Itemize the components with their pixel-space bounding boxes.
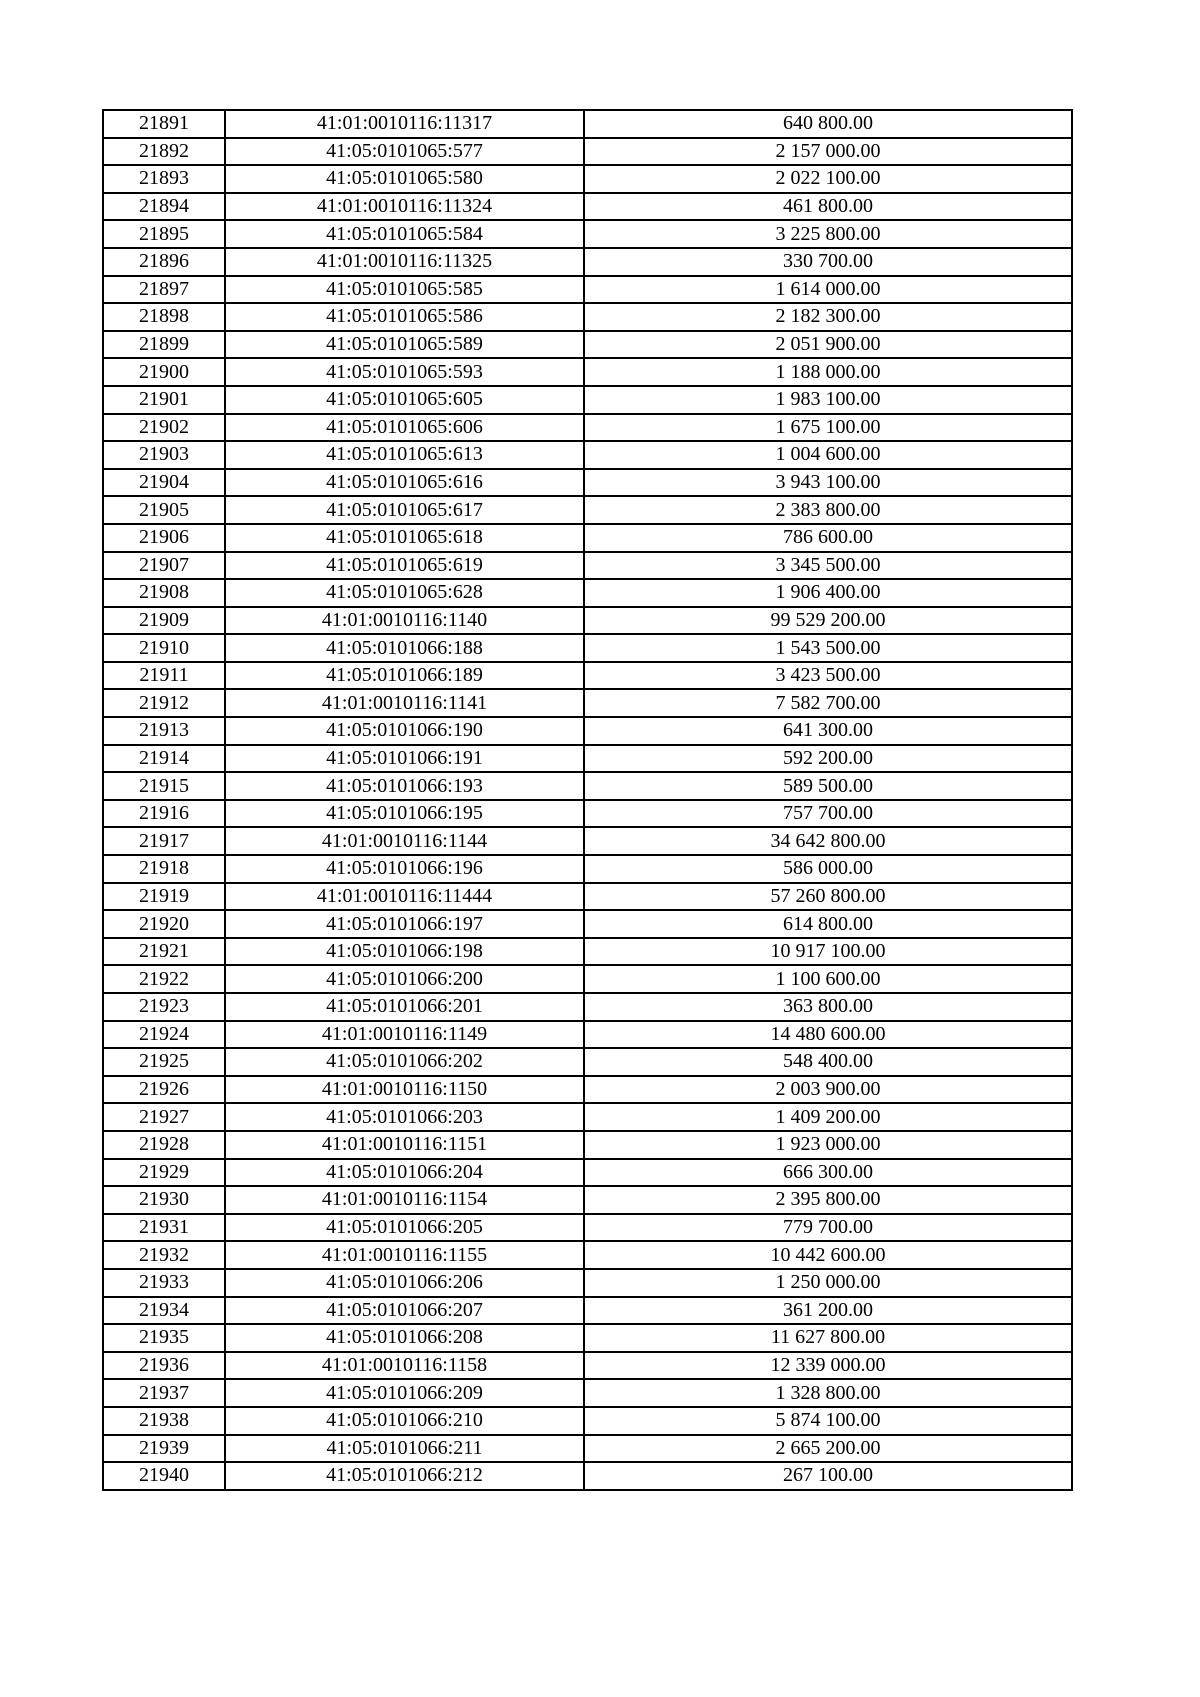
table-row: [103, 358, 1072, 386]
value-cell: 640 800.00: [584, 110, 1072, 138]
cadastral-number-cell: 41:05:0101065:584: [225, 220, 584, 248]
table-row: [103, 717, 1072, 745]
cadastral-number-cell: 41:05:0101065:586: [225, 303, 584, 331]
table-body: [103, 110, 1072, 1490]
value-cell: 589 500.00: [584, 772, 1072, 800]
value-cell: 779 700.00: [584, 1214, 1072, 1242]
table-row: [103, 303, 1072, 331]
value-cell: 1 906 400.00: [584, 579, 1072, 607]
row-number-cell: 21895: [103, 220, 225, 248]
cadastral-value-table: [102, 109, 1073, 1491]
value-cell: 7 582 700.00: [584, 689, 1072, 717]
cadastral-number-cell: 41:05:0101066:200: [225, 965, 584, 993]
value-cell: 461 800.00: [584, 193, 1072, 221]
cadastral-number-cell: 41:01:0010116:1151: [225, 1131, 584, 1159]
table-row: [103, 938, 1072, 966]
value-cell: 330 700.00: [584, 248, 1072, 276]
row-number-cell: 21915: [103, 772, 225, 800]
row-number-cell: 21906: [103, 524, 225, 552]
value-cell: 666 300.00: [584, 1159, 1072, 1187]
value-cell: 10 442 600.00: [584, 1241, 1072, 1269]
cadastral-number-cell: 41:05:0101065:593: [225, 358, 584, 386]
table-row: [103, 193, 1072, 221]
cadastral-number-cell: 41:01:0010116:11444: [225, 883, 584, 911]
row-number-cell: 21922: [103, 965, 225, 993]
value-cell: 5 874 100.00: [584, 1407, 1072, 1435]
cadastral-number-cell: 41:05:0101066:189: [225, 662, 584, 690]
cadastral-number-cell: 41:05:0101066:205: [225, 1214, 584, 1242]
cadastral-number-cell: 41:05:0101065:613: [225, 441, 584, 469]
row-number-cell: 21913: [103, 717, 225, 745]
row-number-cell: 21937: [103, 1379, 225, 1407]
value-cell: 757 700.00: [584, 800, 1072, 828]
table-row: [103, 1021, 1072, 1049]
row-number-cell: 21934: [103, 1297, 225, 1325]
row-number-cell: 21929: [103, 1159, 225, 1187]
table-row: [103, 331, 1072, 359]
row-number-cell: 21916: [103, 800, 225, 828]
table-row: [103, 276, 1072, 304]
row-number-cell: 21924: [103, 1021, 225, 1049]
row-number-cell: 21930: [103, 1186, 225, 1214]
table-row: [103, 1076, 1072, 1104]
value-cell: 2 051 900.00: [584, 331, 1072, 359]
table-row: [103, 1462, 1072, 1490]
value-cell: 614 800.00: [584, 910, 1072, 938]
value-cell: 1 004 600.00: [584, 441, 1072, 469]
table-row: [103, 248, 1072, 276]
table-row: [103, 1269, 1072, 1297]
cadastral-number-cell: 41:05:0101066:204: [225, 1159, 584, 1187]
row-number-cell: 21926: [103, 1076, 225, 1104]
cadastral-number-cell: 41:01:0010116:1150: [225, 1076, 584, 1104]
table-row: [103, 634, 1072, 662]
cadastral-number-cell: 41:01:0010116:1158: [225, 1352, 584, 1380]
cadastral-number-cell: 41:01:0010116:1149: [225, 1021, 584, 1049]
table-row: [103, 965, 1072, 993]
value-cell: 2 003 900.00: [584, 1076, 1072, 1104]
value-cell: 34 642 800.00: [584, 827, 1072, 855]
row-number-cell: 21920: [103, 910, 225, 938]
value-cell: 1 100 600.00: [584, 965, 1072, 993]
table-row: [103, 689, 1072, 717]
cadastral-number-cell: 41:05:0101066:202: [225, 1048, 584, 1076]
value-cell: 3 225 800.00: [584, 220, 1072, 248]
cadastral-number-cell: 41:01:0010116:11325: [225, 248, 584, 276]
table-row: [103, 165, 1072, 193]
row-number-cell: 21918: [103, 855, 225, 883]
row-number-cell: 21901: [103, 386, 225, 414]
cadastral-number-cell: 41:01:0010116:11317: [225, 110, 584, 138]
value-cell: 363 800.00: [584, 993, 1072, 1021]
table-row: [103, 1407, 1072, 1435]
value-cell: 11 627 800.00: [584, 1324, 1072, 1352]
value-cell: 1 543 500.00: [584, 634, 1072, 662]
table-row: [103, 524, 1072, 552]
row-number-cell: 21917: [103, 827, 225, 855]
value-cell: 1 328 800.00: [584, 1379, 1072, 1407]
table-row: [103, 1297, 1072, 1325]
value-cell: 2 665 200.00: [584, 1435, 1072, 1463]
cadastral-number-cell: 41:05:0101065:577: [225, 138, 584, 166]
value-cell: 786 600.00: [584, 524, 1072, 552]
cadastral-number-cell: 41:05:0101065:605: [225, 386, 584, 414]
table-row: [103, 579, 1072, 607]
value-cell: 2 395 800.00: [584, 1186, 1072, 1214]
value-cell: 2 182 300.00: [584, 303, 1072, 331]
cadastral-number-cell: 41:05:0101066:203: [225, 1103, 584, 1131]
cadastral-number-cell: 41:05:0101066:195: [225, 800, 584, 828]
cadastral-number-cell: 41:05:0101065:628: [225, 579, 584, 607]
row-number-cell: 21923: [103, 993, 225, 1021]
row-number-cell: 21894: [103, 193, 225, 221]
row-number-cell: 21897: [103, 276, 225, 304]
cadastral-number-cell: 41:05:0101065:580: [225, 165, 584, 193]
row-number-cell: 21919: [103, 883, 225, 911]
row-number-cell: 21900: [103, 358, 225, 386]
row-number-cell: 21903: [103, 441, 225, 469]
value-cell: 548 400.00: [584, 1048, 1072, 1076]
table-row: [103, 745, 1072, 773]
table-row: [103, 910, 1072, 938]
row-number-cell: 21902: [103, 414, 225, 442]
cadastral-number-cell: 41:05:0101066:210: [225, 1407, 584, 1435]
table-row: [103, 1435, 1072, 1463]
row-number-cell: 21910: [103, 634, 225, 662]
table-row: [103, 138, 1072, 166]
table-row: [103, 1186, 1072, 1214]
row-number-cell: 21936: [103, 1352, 225, 1380]
table-row: [103, 1214, 1072, 1242]
value-cell: 586 000.00: [584, 855, 1072, 883]
value-cell: 1 675 100.00: [584, 414, 1072, 442]
value-cell: 99 529 200.00: [584, 607, 1072, 635]
cadastral-number-cell: 41:01:0010116:1155: [225, 1241, 584, 1269]
table-row: [103, 414, 1072, 442]
cadastral-number-cell: 41:05:0101065:589: [225, 331, 584, 359]
row-number-cell: 21904: [103, 469, 225, 497]
value-cell: 2 022 100.00: [584, 165, 1072, 193]
cadastral-number-cell: 41:01:0010116:1140: [225, 607, 584, 635]
table-row: [103, 827, 1072, 855]
table-row: [103, 800, 1072, 828]
cadastral-number-cell: 41:01:0010116:1144: [225, 827, 584, 855]
cadastral-number-cell: 41:05:0101066:208: [225, 1324, 584, 1352]
value-cell: 641 300.00: [584, 717, 1072, 745]
table-row: [103, 552, 1072, 580]
value-cell: 1 250 000.00: [584, 1269, 1072, 1297]
cadastral-number-cell: 41:05:0101066:188: [225, 634, 584, 662]
row-number-cell: 21905: [103, 496, 225, 524]
row-number-cell: 21911: [103, 662, 225, 690]
value-cell: 3 943 100.00: [584, 469, 1072, 497]
row-number-cell: 21909: [103, 607, 225, 635]
table-row: [103, 772, 1072, 800]
row-number-cell: 21940: [103, 1462, 225, 1490]
cadastral-number-cell: 41:05:0101065:618: [225, 524, 584, 552]
row-number-cell: 21927: [103, 1103, 225, 1131]
table-row: [103, 883, 1072, 911]
table-row: [103, 607, 1072, 635]
row-number-cell: 21914: [103, 745, 225, 773]
cadastral-number-cell: 41:01:0010116:11324: [225, 193, 584, 221]
cadastral-number-cell: 41:05:0101066:190: [225, 717, 584, 745]
cadastral-number-cell: 41:05:0101066:207: [225, 1297, 584, 1325]
cadastral-number-cell: 41:05:0101065:606: [225, 414, 584, 442]
cadastral-number-cell: 41:05:0101066:198: [225, 938, 584, 966]
cadastral-number-cell: 41:01:0010116:1141: [225, 689, 584, 717]
row-number-cell: 21899: [103, 331, 225, 359]
cadastral-number-cell: 41:05:0101065:616: [225, 469, 584, 497]
value-cell: 3 345 500.00: [584, 552, 1072, 580]
value-cell: 3 423 500.00: [584, 662, 1072, 690]
table-row: [103, 1352, 1072, 1380]
table-row: [103, 855, 1072, 883]
value-cell: 592 200.00: [584, 745, 1072, 773]
cadastral-number-cell: 41:05:0101066:206: [225, 1269, 584, 1297]
row-number-cell: 21891: [103, 110, 225, 138]
value-cell: 10 917 100.00: [584, 938, 1072, 966]
value-cell: 1 188 000.00: [584, 358, 1072, 386]
cadastral-number-cell: 41:05:0101065:585: [225, 276, 584, 304]
cadastral-number-cell: 41:05:0101066:191: [225, 745, 584, 773]
row-number-cell: 21939: [103, 1435, 225, 1463]
cadastral-number-cell: 41:05:0101065:619: [225, 552, 584, 580]
value-cell: 57 260 800.00: [584, 883, 1072, 911]
cadastral-number-cell: 41:05:0101066:212: [225, 1462, 584, 1490]
table-row: [103, 469, 1072, 497]
table-row: [103, 110, 1072, 138]
table-row: [103, 662, 1072, 690]
value-cell: 1 614 000.00: [584, 276, 1072, 304]
table-row: [103, 993, 1072, 1021]
value-cell: 14 480 600.00: [584, 1021, 1072, 1049]
row-number-cell: 21892: [103, 138, 225, 166]
cadastral-number-cell: 41:05:0101066:209: [225, 1379, 584, 1407]
value-cell: 1 923 000.00: [584, 1131, 1072, 1159]
row-number-cell: 21925: [103, 1048, 225, 1076]
value-cell: 12 339 000.00: [584, 1352, 1072, 1380]
row-number-cell: 21931: [103, 1214, 225, 1242]
table-row: [103, 496, 1072, 524]
cadastral-number-cell: 41:05:0101066:196: [225, 855, 584, 883]
value-cell: 1 409 200.00: [584, 1103, 1072, 1131]
table-row: [103, 1159, 1072, 1187]
cadastral-number-cell: 41:05:0101066:201: [225, 993, 584, 1021]
row-number-cell: 21908: [103, 579, 225, 607]
row-number-cell: 21921: [103, 938, 225, 966]
table-row: [103, 1324, 1072, 1352]
table-row: [103, 1131, 1072, 1159]
cadastral-number-cell: 41:05:0101066:193: [225, 772, 584, 800]
row-number-cell: 21933: [103, 1269, 225, 1297]
cadastral-number-cell: 41:05:0101066:197: [225, 910, 584, 938]
row-number-cell: 21912: [103, 689, 225, 717]
row-number-cell: 21896: [103, 248, 225, 276]
row-number-cell: 21932: [103, 1241, 225, 1269]
row-number-cell: 21907: [103, 552, 225, 580]
value-cell: 1 983 100.00: [584, 386, 1072, 414]
table-row: [103, 220, 1072, 248]
table-row: [103, 1379, 1072, 1407]
value-cell: 2 383 800.00: [584, 496, 1072, 524]
value-cell: 267 100.00: [584, 1462, 1072, 1490]
cadastral-number-cell: 41:05:0101065:617: [225, 496, 584, 524]
row-number-cell: 21928: [103, 1131, 225, 1159]
value-cell: 2 157 000.00: [584, 138, 1072, 166]
row-number-cell: 21935: [103, 1324, 225, 1352]
value-cell: 361 200.00: [584, 1297, 1072, 1325]
row-number-cell: 21898: [103, 303, 225, 331]
table-row: [103, 441, 1072, 469]
table-row: [103, 1048, 1072, 1076]
row-number-cell: 21938: [103, 1407, 225, 1435]
cadastral-number-cell: 41:01:0010116:1154: [225, 1186, 584, 1214]
row-number-cell: 21893: [103, 165, 225, 193]
cadastral-number-cell: 41:05:0101066:211: [225, 1435, 584, 1463]
table-row: [103, 386, 1072, 414]
table-row: [103, 1103, 1072, 1131]
table-row: [103, 1241, 1072, 1269]
